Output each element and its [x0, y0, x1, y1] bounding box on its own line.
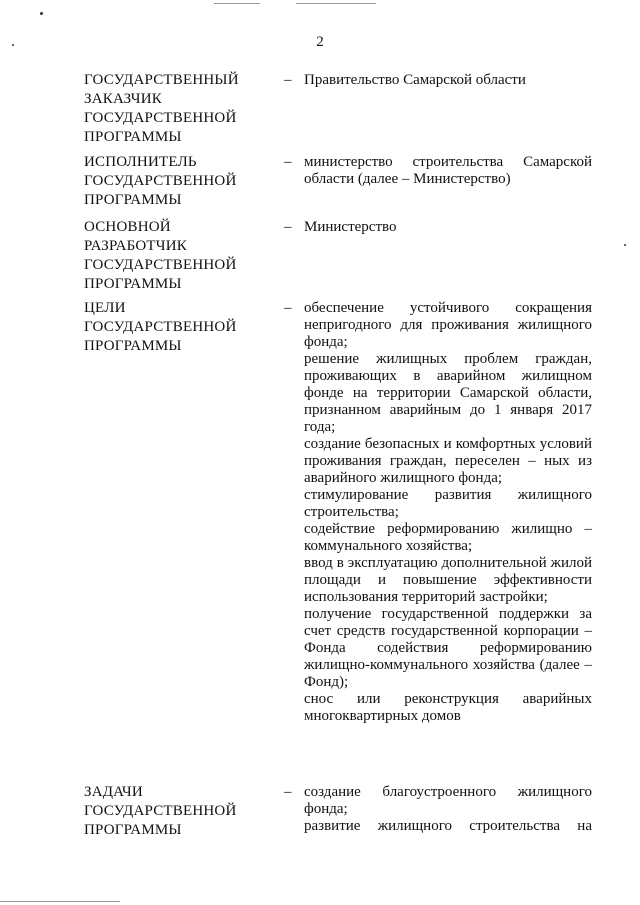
row-label — [84, 783, 259, 840]
scan-artifact-top-line — [214, 3, 260, 4]
value-paragraph: министерство строительства Самарской области (далее – Министерство) — [304, 154, 592, 187]
row-label-line: ЗАКАЗЧИК — [84, 91, 162, 107]
row-label-line: ПРОГРАММЫ — [84, 822, 182, 838]
page-number: 2 — [316, 34, 324, 50]
value-paragraph: стимулирование развития жилищного строительства; — [304, 487, 592, 520]
row-value — [304, 219, 592, 236]
row-label — [84, 299, 259, 356]
row-value — [304, 784, 592, 835]
scan-artifact-dot — [40, 12, 43, 15]
scan-artifact-dot — [12, 44, 14, 46]
row-label-line: ГОСУДАРСТВЕННОЙ — [84, 173, 237, 189]
value-paragraph: содействие реформированию жилищно – коммунального хозяйства; — [304, 521, 592, 554]
value-paragraph: развитие жилищного строительства на — [304, 818, 592, 834]
scan-artifact-bottom-line — [0, 901, 120, 902]
value-paragraph: получение государственной поддержки за счет средств государственной корпорации – Фонда содействия реформированию жилищно-коммунального хозяйства (далее – Фонд); — [304, 606, 592, 690]
row-label-line: РАЗРАБОТЧИК — [84, 238, 187, 254]
row-dash: – — [284, 154, 292, 170]
row-label-line: ЗАДАЧИ — [84, 784, 143, 800]
row-label-line: ЦЕЛИ — [84, 300, 126, 316]
row-label-line: ГОСУДАРСТВЕННЫЙ — [84, 72, 239, 88]
row-label-line: ГОСУДАРСТВЕННОЙ — [84, 110, 237, 126]
row-label-line: ГОСУДАРСТВЕННОЙ — [84, 257, 237, 273]
value-paragraph: Министерство — [304, 219, 397, 235]
scan-artifact-top-line — [296, 3, 376, 4]
value-paragraph: обеспечение устойчивого сокращения непригодного для проживания жилищного фонда; — [304, 300, 592, 350]
row-value — [304, 154, 592, 188]
row-label — [84, 218, 259, 294]
row-dash: – — [284, 72, 292, 88]
value-paragraph: ввод в эксплуатацию дополнительной жилой площади и повышение эффективности использования территорий застройки; — [304, 555, 592, 605]
row-value — [304, 72, 592, 89]
row-label-line: ПРОГРАММЫ — [84, 276, 182, 292]
row-label — [84, 71, 259, 147]
value-paragraph: Правительство Самарской области — [304, 72, 526, 88]
row-label-line: ПРОГРАММЫ — [84, 192, 182, 208]
row-label-line: ОСНОВНОЙ — [84, 219, 171, 235]
row-dash: – — [284, 300, 292, 316]
row-label-line: ГОСУДАРСТВЕННОЙ — [84, 319, 237, 335]
value-paragraph: снос или реконструкция аварийных многоквартирных домов — [304, 691, 592, 724]
row-value — [304, 300, 592, 725]
value-paragraph: создание благоустроенного жилищного фонда; — [304, 784, 592, 817]
row-label-line: ГОСУДАРСТВЕННОЙ — [84, 803, 237, 819]
row-label-line: ИСПОЛНИТЕЛЬ — [84, 154, 197, 170]
row-dash: – — [284, 784, 292, 800]
row-dash: – — [284, 219, 292, 235]
value-paragraph: решение жилищных проблем граждан, проживающих в аварийном жилищном фонде на территории Самарской области, признанном аварийным до 1 января 2017 года; — [304, 351, 592, 435]
value-paragraph: создание безопасных и комфортных условий проживания граждан, переселен – ных из аварийного жилищного фонда; — [304, 436, 592, 486]
row-label-line: ПРОГРАММЫ — [84, 338, 182, 354]
scan-artifact-dot — [624, 244, 626, 246]
row-label-line: ПРОГРАММЫ — [84, 129, 182, 145]
row-label — [84, 153, 259, 210]
